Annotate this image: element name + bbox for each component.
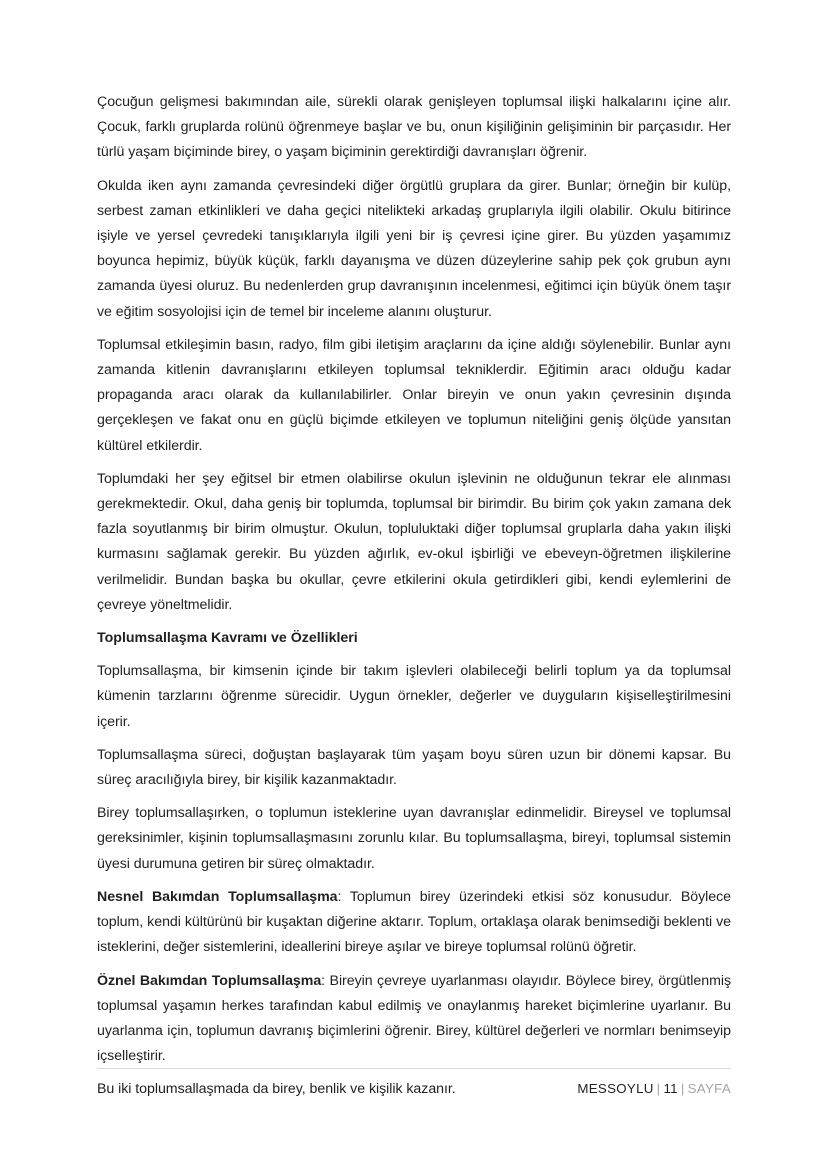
- paragraph-1: Çocuğun gelişmesi bakımından aile, sürekli olarak genişleyen toplumsal ilişki halkalarını içine alır. Çocuk, farklı gruplarda rolünü öğrenmeye başlar ve bu, onun kişiliğinin gelişiminin bir parçasıdır. Her türlü yaşam biçiminde birey, o yaşam biçiminin gerektirdiği davranışları öğrenir.: [97, 94, 731, 161]
- section-paragraph-3: Birey toplumsallaşırken, o toplumun isteklerine uyan davranışlar edinmelidir. Bireysel ve toplumsal gereksinimler, kişinin toplumsallaşmasını zorunlu kılar. Bu toplumsallaşma, bireyi, toplumsal sistemin üyesi durumuna getiren bir süreç olmaktadır.: [97, 805, 731, 872]
- footer-text: [97, 1080, 731, 1097]
- footer-author: MESSOYLU: [577, 1081, 654, 1096]
- section-paragraph-2: Toplumsallaşma süreci, doğuştan başlayarak tüm yaşam boyu süren uzun bir dönemi kapsar. Bu süreç aracılığıyla birey, bir kişilik kazanmaktadır.: [97, 746, 731, 789]
- paragraph-3: Toplumsal etkileşimin basın, radyo, film gibi iletişim araçlarını da içine aldığı söylenebilir. Bunlar aynı zamanda kitlenin davranışlarını etkileyen toplumsal tekniklerdir. Eğitimin aracı olduğu kadar propaganda aracı olarak da kullanılabilirler. Onlar bireyin ve onun yakın çevresinin dışında gerçekleşen ve fakat onu en güçlü biçimde etkileyen ve toplumun niteliğini geniş ölçüde yansıtan kültürel etkilerdir.: [97, 336, 731, 454]
- definition-term-oznel: Öznel Bakımdan Toplumsallaşma: [97, 972, 322, 989]
- footer-page-label: SAYFA: [687, 1081, 731, 1096]
- definition-term-nesnel: Nesnel Bakımdan Toplumsallaşma: [97, 888, 338, 905]
- closing-paragraph: Bu iki toplumsallaşmada da birey, benlik ve kişilik kazanır.: [97, 1081, 456, 1098]
- definition-body-oznel: : Bireyin çevreye uyarlanması olayıdır. Böylece birey, örgütlenmiş toplumsal yaşamın herkes tarafından kabul edilmiş ve onaylanmış hareket biçimlerine uyarlanır. Bu uyarlanma için, toplumun davranış biçimlerini öğrenir. Birey, kültürel değerleri ve normları benimseyip içselleştirir.: [97, 972, 731, 1065]
- definition-body-nesnel: : Toplumun birey üzerindeki etkisi söz konusudur. Böylece toplum, kendi kültürünü bir kuşaktan diğerine aktarır. Toplum, ortaklaşa olarak benimsediği beklenti ve isteklerini, değer sistemlerini, ideallerini bireye aşılar ve bireye toplumsal rolünü öğretir.: [97, 888, 731, 956]
- definition-nesnel: [97, 885, 731, 961]
- section-heading: Toplumsallaşma Kavramı ve Özellikleri: [97, 630, 358, 647]
- paragraph-4: Toplumdaki her şey eğitsel bir etmen olabilirse okulun işlevinin ne olduğunun tekrar ele alınması gerekmektedir. Okul, daha geniş bir toplumda, toplumsal bir birimdir. Bu birim çok yakın zamana dek fazla soyutlanmış bir birim olmuştur. Okulun, topluluktaki diğer toplumsal gruplarla daha yakın ilişki kurmasını sağlamak gerekir. Bu yüzden ağırlık, ev-okul işbirliği ve ebeveyn-öğretmen ilişkilerine verilmelidir. Bundan başka bu okullar, çevre etkilerini okula getirdikleri gibi, kendi eylemlerini de çevreye yöneltmelidir.: [97, 470, 731, 613]
- footer-page-number: 11: [663, 1081, 678, 1096]
- footer-divider: [97, 1068, 731, 1069]
- document-body: [97, 90, 731, 1111]
- section-paragraph-1: Toplumsallaşma, bir kimsenin içinde bir takım işlevleri olabileceği belirli toplum ya da toplumsal kümenin tarzlarını öğrenme sürecidir. Uygun örnekler, değerler ve duyguların kişiselleştirilmesini içerir.: [97, 663, 731, 730]
- footer-separator-1: |: [656, 1081, 661, 1096]
- definition-oznel: [97, 969, 731, 1070]
- paragraph-2: Okulda iken aynı zamanda çevresindeki diğer örgütlü gruplara da girer. Bunlar; örneğin bir kulüp, serbest zaman etkinlikleri ve daha geçici nitelikteki arkadaş gruplarıyla ilgili olabilir. Okulu bitirince işiyle ve yersel çevredeki tanışıklarıyla ilgili yeni bir iş çevresi içine girer. Bu yüzden yaşamımız boyunca hepimiz, büyük küçük, farklı dayanışma ve düzen düzeylerine sahip pek çok grubun aynı zamanda üyesi oluruz. Bu nedenlerden grup davranışının incelenmesi, eğitimci için büyük önem taşır ve eğitim sosyolojisi için de temel bir inceleme alanını oluşturur.: [97, 177, 731, 320]
- page-footer: [97, 1068, 731, 1097]
- footer-separator-2: |: [680, 1081, 685, 1096]
